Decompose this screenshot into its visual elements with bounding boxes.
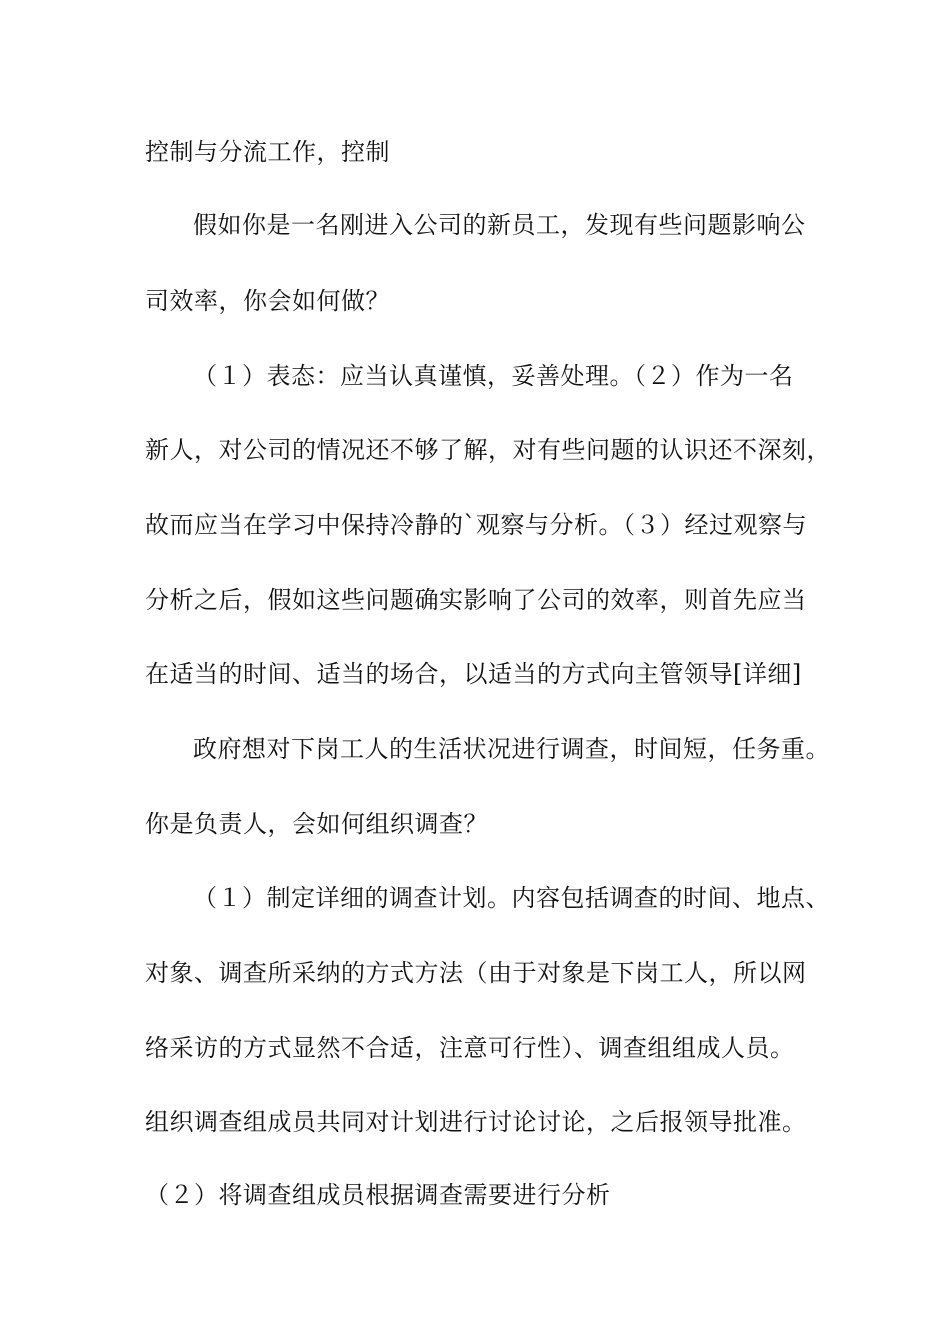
paragraph-line: （１）制定详细的调查计划。内容包括调查的时间、地点、	[193, 884, 830, 912]
paragraph-line: 在适当的时间、适当的场合，以适当的方式向主管领导[详细]	[145, 660, 802, 688]
paragraph-line: （２）将调查组成员根据调查需要进行分析	[145, 1181, 611, 1209]
paragraph-line: 络采访的方式显然不合适，注意可行性）、调查组组成人员。	[145, 1034, 795, 1062]
paragraph-line: 假如你是一名刚进入公司的新员工，发现有些问题影响公	[193, 211, 806, 239]
paragraph-line: 分析之后，假如这些问题确实影响了公司的效率，则首先应当	[145, 586, 807, 614]
paragraph-line: 司效率，你会如何做？	[145, 287, 390, 315]
paragraph-line: 组织调查组成员共同对计划进行讨论讨论，之后报领导批准。	[145, 1108, 807, 1136]
paragraph-line: 控制与分流工作，控制	[145, 138, 390, 166]
paragraph-line: 你是负责人，会如何组织调查？	[145, 810, 488, 838]
paragraph-line: 故而应当在学习中保持冷静的`观察与分析。（３）经过观察与	[145, 511, 807, 539]
paragraph-line: 政府想对下岗工人的生活状况进行调查，时间短，任务重。	[193, 735, 830, 763]
paragraph-line: 对象、调查所采纳的方式方法（由于对象是下岗工人，所以网	[145, 959, 807, 987]
paragraph-line: 新人，对公司的情况还不够了解，对有些问题的认识还不深刻，	[145, 436, 831, 464]
paragraph-line: （１）表态：应当认真谨慎，妥善处理。（２）作为一名	[193, 362, 794, 390]
